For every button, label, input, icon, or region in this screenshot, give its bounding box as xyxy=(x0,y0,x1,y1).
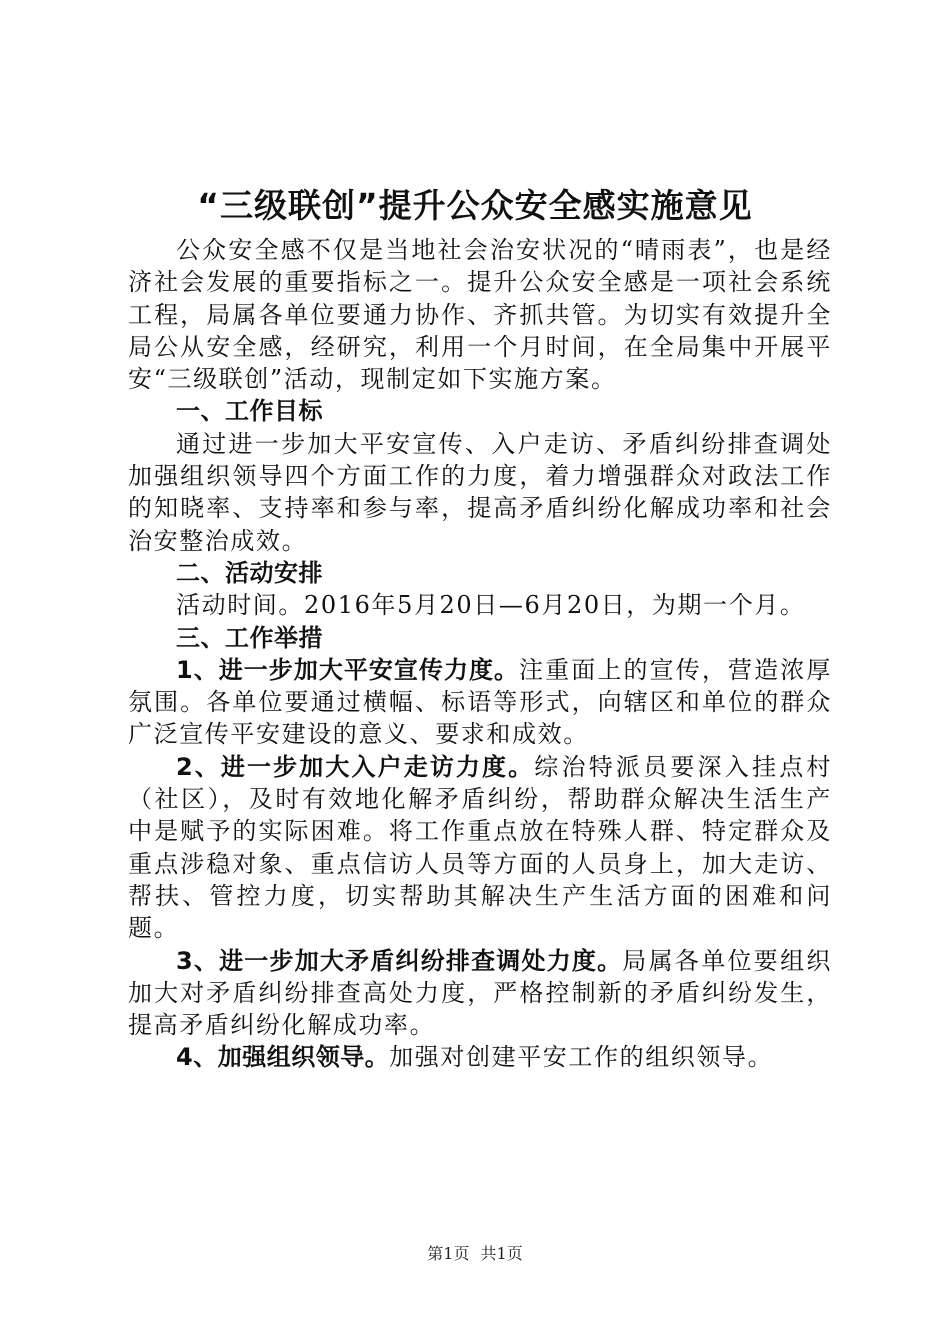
measure-text: 综治特派员要深入挂点村（社区），及时有效地化解矛盾纠纷，帮助群众解决生活生产中是赋予的实际困难。将工作重点放在特殊人群、特定群众及重点涉稳对象、重点信访人员等方面的人员身上，加大走访、帮扶、管控力度，切实帮助其解决生产生活方面的困难和问题。 xyxy=(128,752,833,943)
page-number: 第1页 xyxy=(427,1244,470,1263)
section-heading-goals: 一、工作目标 xyxy=(176,397,323,426)
page-footer xyxy=(0,1243,950,1265)
measure-item xyxy=(128,1041,832,1073)
measure-text: 注重面上的宣传，营造浓厚氛围。各单位要通过横幅、标语等形式，向辖区和单位的群众广泛宣传平安建设的意义、要求和成效。 xyxy=(128,655,832,749)
intro-paragraph: 公众安全感不仅是当地社会治安状况的“晴雨表”，也是经济社会发展的重要指标之一。提升公众安全感是一项社会系统工程，局属各单位要通力协作、齐抓共管。为切实有效提升全局公从安全感，经研究，利用一个月时间，在全局集中开展平安“三级联创”活动，现制定如下实施方案。 xyxy=(128,236,832,394)
section-heading-measures: 三、工作举措 xyxy=(176,623,323,652)
arrangement-paragraph: 活动时间。2016年5月20日—6月20日，为期一个月。 xyxy=(176,591,806,620)
goals-paragraph: 通过进一步加大平安宣传、入户走访、矛盾纠纷排查调处加强组织领导四个方面工作的力度，着力增强群众对政法工作的知晓率、支持率和参与率，提高矛盾纠纷化解成功率和社会治安整治成效。 xyxy=(128,429,832,555)
measure-text: 局属各单位要组织加大对矛盾纠纷排查高处力度，严格控制新的矛盾纠纷发生，提高矛盾纠纷化解成功率。 xyxy=(128,946,832,1040)
measure-lead: 4、加强组织领导。 xyxy=(176,1043,390,1072)
document-body xyxy=(128,234,832,1074)
measure-lead: 2、进一步加大入户走访力度。 xyxy=(176,752,535,781)
section-heading-arrangement: 二、活动安排 xyxy=(176,558,323,587)
document-title: “三级联创”提升公众安全感实施意见 xyxy=(197,186,753,225)
measure-text: 加强对创建平安工作的组织领导。 xyxy=(389,1043,774,1072)
measure-item xyxy=(128,654,832,751)
measure-item xyxy=(128,945,832,1042)
measure-lead: 1、进一步加大平安宣传力度。 xyxy=(176,655,520,684)
measure-lead: 3、进一步加大矛盾纠纷排查调处力度。 xyxy=(176,946,623,975)
page-total: 共1页 xyxy=(480,1244,523,1263)
measure-item xyxy=(128,751,832,945)
